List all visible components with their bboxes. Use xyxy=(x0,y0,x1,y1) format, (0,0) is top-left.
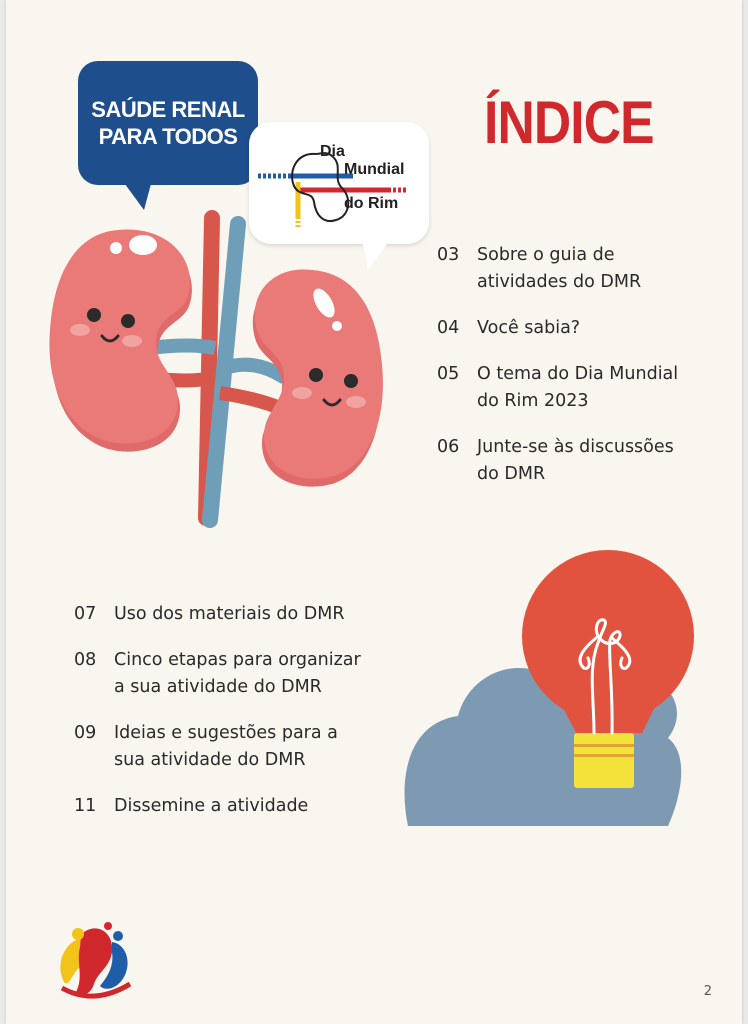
logo-line-1: Dia xyxy=(320,143,345,160)
toc-bottom-list xyxy=(74,601,414,820)
toc-item-title: Sobre o guia de atividades do DMR xyxy=(477,245,642,292)
toc-item-title: Uso dos materiais do DMR xyxy=(114,604,345,624)
toc-item-number: 06 xyxy=(437,437,460,457)
toc-item[interactable] xyxy=(74,601,414,628)
toc-item-title: O tema do Dia Mundial do Rim 2023 xyxy=(477,364,679,411)
toc-item-title: Cinco etapas para organizar a sua atividade do DMR xyxy=(114,650,361,697)
dmr-logo xyxy=(258,142,423,232)
bubble-tail xyxy=(122,180,152,212)
toc-item-number: 05 xyxy=(437,364,460,384)
toc-item[interactable] xyxy=(437,315,737,342)
toc-item-number: 08 xyxy=(74,650,97,670)
badge-line-1: SAÚDE RENAL xyxy=(91,97,245,122)
page-title: ÍNDICE xyxy=(484,89,654,156)
badge-line-2: PARA TODOS xyxy=(98,124,238,149)
toc-item-number: 11 xyxy=(74,796,97,816)
lightbulb-cloud-illustration xyxy=(398,548,698,828)
toc-item[interactable] xyxy=(437,361,737,415)
toc-item-title: Dissemine a atividade xyxy=(114,796,309,816)
toc-item[interactable] xyxy=(437,434,737,488)
toc-item-title: Você sabia? xyxy=(477,318,581,338)
toc-item[interactable] xyxy=(74,793,414,820)
page-number: 2 xyxy=(703,984,712,999)
toc-item-number: 09 xyxy=(74,723,97,743)
logo-line-2: Mundial xyxy=(344,161,405,178)
toc-item[interactable] xyxy=(74,647,414,701)
toc-top-list xyxy=(437,242,737,488)
document-page xyxy=(6,0,742,1024)
toc-item-title: Junte-se às discussões do DMR xyxy=(477,437,674,484)
logo-line-3: do Rim xyxy=(344,195,399,212)
health-badge-text xyxy=(78,96,258,150)
toc-item[interactable] xyxy=(437,242,737,296)
toc-item-number: 04 xyxy=(437,318,460,338)
toc-item-title: Ideias e sugestões para a sua atividade do DMR xyxy=(114,723,338,770)
footer-logo xyxy=(54,922,136,1004)
bubble-tail xyxy=(362,240,392,272)
toc-item-number: 07 xyxy=(74,604,97,624)
toc-item-number: 03 xyxy=(437,245,460,265)
toc-item[interactable] xyxy=(74,720,414,774)
kidneys-illustration xyxy=(40,208,390,538)
